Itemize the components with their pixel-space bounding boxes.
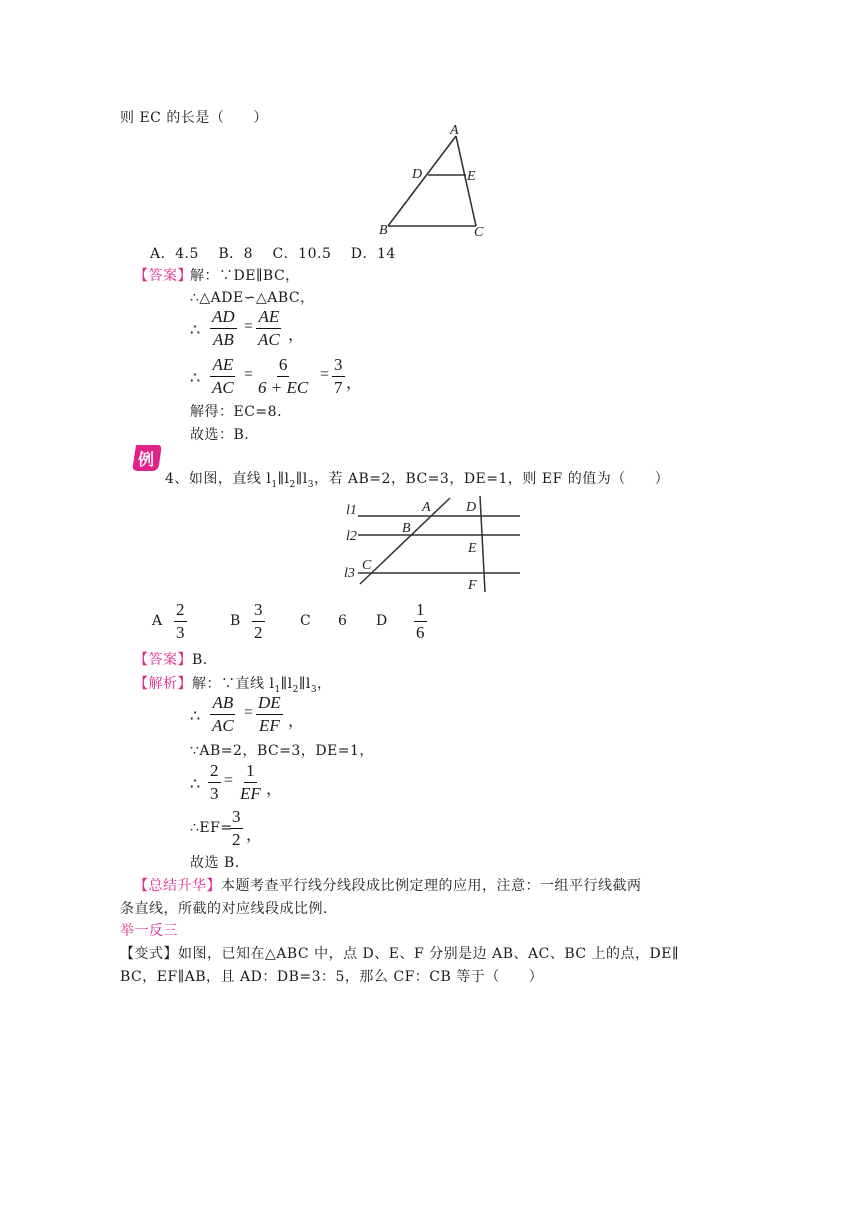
analysis-line: 【解析】解：∵直线 $l_1\parallel l_2\parallel l_3$， (134, 676, 332, 695)
question-4-stem: 4、如图，直线 $l_1\parallel l_2\parallel l_3$，若 AB=2，BC=3，DE=1，则 EF 的值为（ ） (165, 471, 670, 490)
practice-heading: 举一反三 (120, 923, 178, 939)
fraction-ae-ac: $\frac{AE}{AC}$ (258, 307, 280, 349)
fraction-2-3: $\frac{2}{3}$ (210, 761, 219, 803)
label-d: D (466, 500, 477, 515)
fraction-3-2: $\frac{3}{2}$ (232, 807, 241, 849)
therefore-symbol: ∴ (190, 370, 201, 387)
ef-result-label: ∴EF= (190, 820, 233, 836)
choose-line: 故选：B． (190, 427, 259, 443)
label-c: C (474, 225, 484, 240)
fraction-de-ef: $\frac{DE}{EF}$ (258, 693, 281, 735)
given-line: ∵AB=2，BC=3，DE=1， (190, 743, 374, 759)
equals-sign: = (244, 318, 254, 335)
answer-line: 【答案】B. (134, 652, 208, 668)
fraction-3-7: $\frac{3}{7}$ (334, 355, 343, 397)
label-a: A (450, 123, 459, 138)
label-c: C (362, 558, 372, 573)
label-e: E (468, 541, 477, 556)
option-d-label: D (376, 613, 388, 629)
label-d: D (412, 167, 423, 182)
fraction-ad-ab: $\frac{AD}{AB}$ (212, 307, 235, 349)
label-f: F (468, 578, 477, 593)
choose-line: 故选 B． (190, 855, 250, 871)
option-a-label: A (152, 613, 163, 629)
label-a: A (422, 500, 431, 515)
therefore-symbol: ∴ (190, 776, 201, 793)
option-a-fraction: $\frac{2}{3}$ (176, 600, 185, 642)
label-e: E (467, 169, 476, 184)
option-c-value: 6 (338, 613, 348, 629)
options-row: A．4.5 B．8 C．10.5 D．14 (150, 246, 396, 262)
option-d-fraction: $\frac{1}{6}$ (416, 600, 425, 642)
practice-line-2: BC，EF∥AB，且 AD：DB=3：5，那么 CF：CB 等于（ ） (120, 969, 544, 985)
fraction-6-over-6-plus-ec: $\frac{6}{6 + EC}$ (258, 355, 309, 397)
example-badge-icon (130, 443, 162, 473)
summary-line-1: 【总结升华】本题考查平行线分线段成比例定理的应用，注意：一组平行线截两 (134, 878, 642, 894)
label-b: B (402, 521, 411, 536)
option-b-fraction: $\frac{3}{2}$ (254, 600, 263, 642)
therefore-symbol: ∴ (190, 322, 201, 339)
parallel-lines-figure (340, 492, 525, 594)
summary-line-2: 条直线，所截的对应线段成比例． (120, 901, 338, 917)
option-c-label: C (300, 613, 312, 629)
fraction-ab-ac: $\frac{AB}{AC}$ (212, 693, 234, 735)
solution-line-2: ∴△ADE∽△ABC， (190, 290, 315, 306)
option-b-label: B (230, 613, 241, 629)
label-l3: l3 (344, 566, 355, 581)
svg-text:例: 例 (138, 450, 155, 469)
answer-tag: 【答案】 (134, 268, 192, 284)
fraction-ae-ac: $\frac{AE}{AC}$ (212, 355, 234, 397)
label-l2: l2 (346, 529, 357, 544)
solution-line-1: 解：∵DE∥BC， (190, 268, 300, 284)
therefore-symbol: ∴ (190, 708, 201, 725)
label-b: B (379, 223, 388, 238)
solve-line: 解得：EC=8． (190, 404, 292, 420)
practice-line-1: 【变式】如图，已知在△ABC 中，点 D、E、F 分别是边 AB、AC、BC 上的点，DE∥ (120, 946, 679, 962)
question-stem: 则 EC 的长是（ ） (120, 110, 268, 126)
fraction-1-ef: $\frac{1}{EF}$ (240, 761, 261, 803)
triangle-figure (370, 122, 500, 242)
label-l1: l1 (346, 503, 357, 518)
